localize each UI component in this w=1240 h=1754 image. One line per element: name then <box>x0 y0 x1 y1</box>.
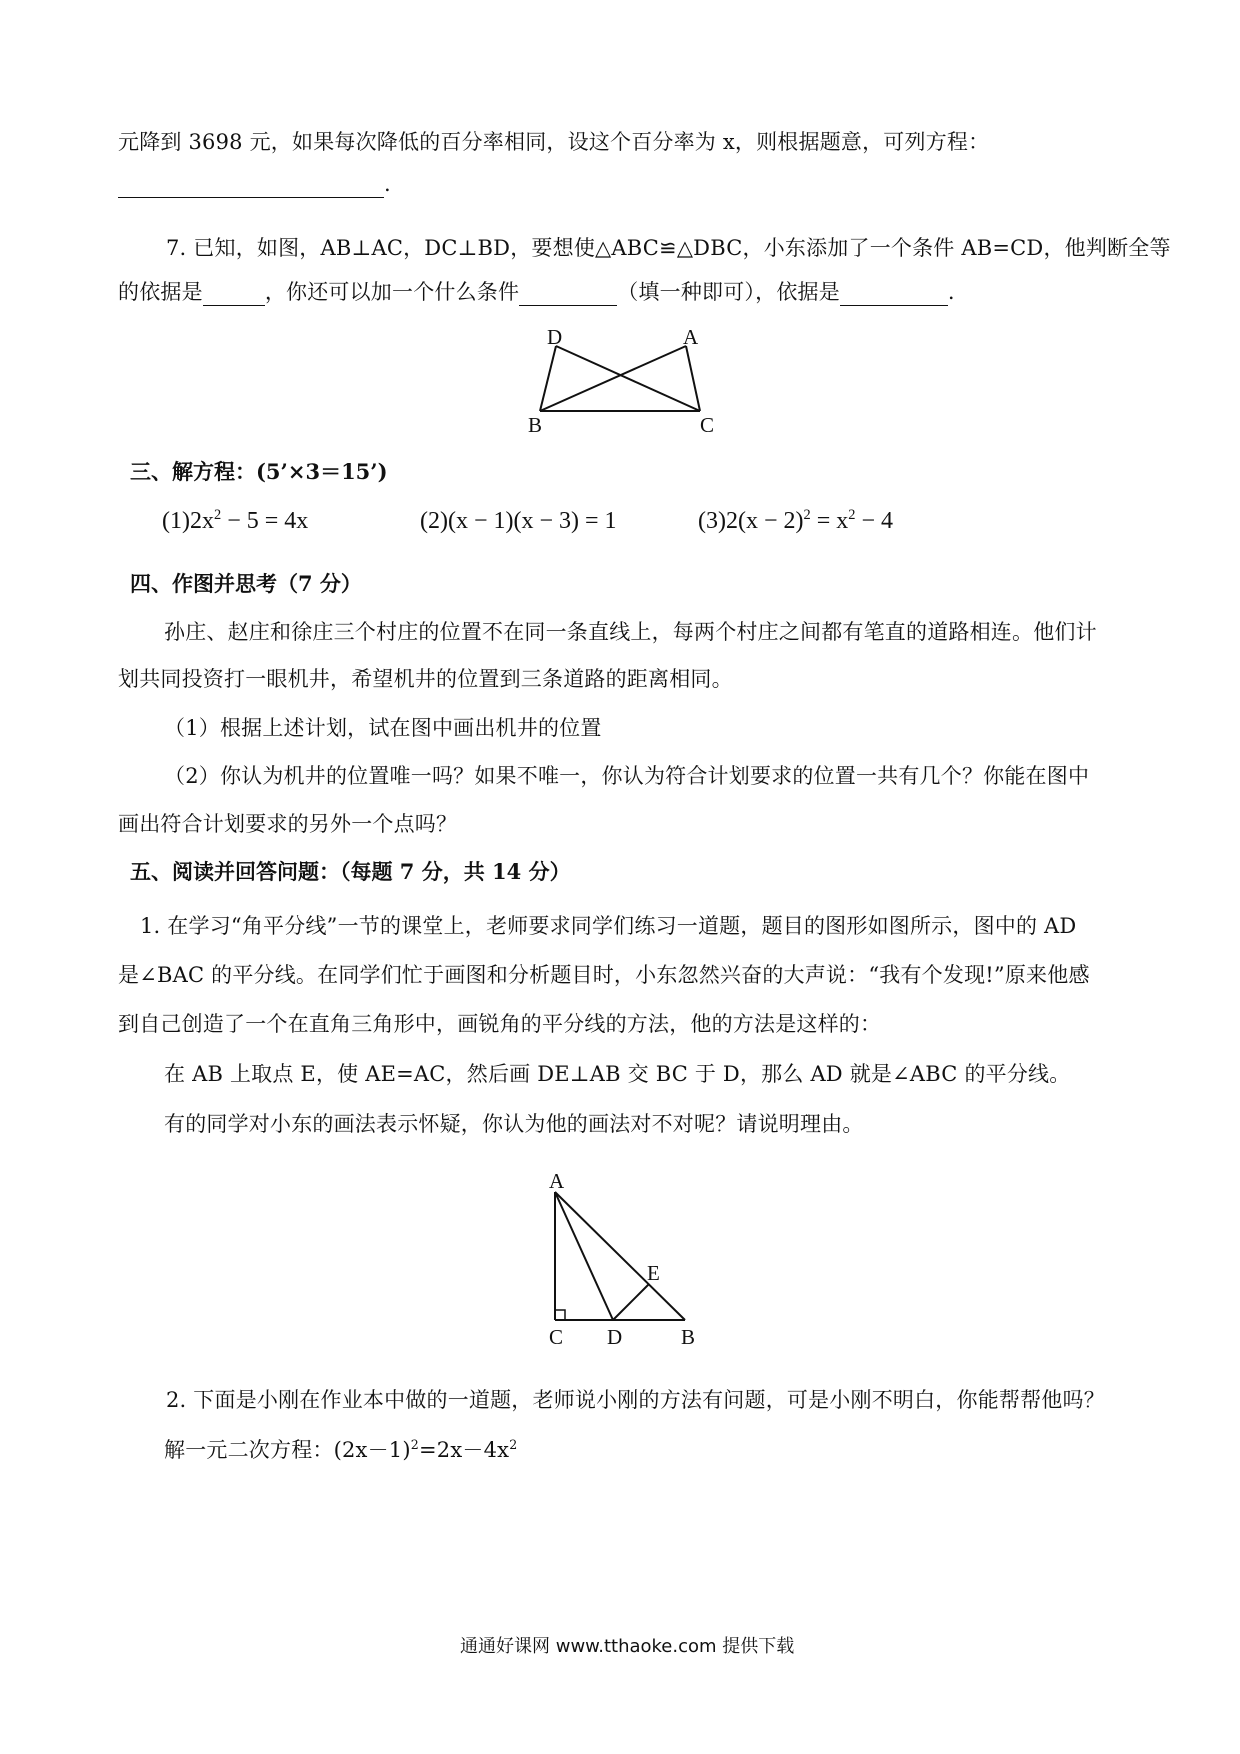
s5q2-line1: 2. 下面是小刚在作业本中做的一道题，老师说小刚的方法有问题，可是小刚不明白，你能帮帮他吗？ <box>166 1388 1105 1412</box>
q6-answer-line <box>118 170 391 198</box>
section4-item1: （1）根据上述计划，试在图中画出机井的位置 <box>164 716 602 740</box>
s5q1-line4: 在 AB 上取点 E，使 AE=AC，然后画 DE⊥AB 交 BC 于 D，那么 AD 就是∠ABC 的平分线。 <box>164 1062 1071 1086</box>
q7-line1: 7. 已知，如图，AB⊥AC，DC⊥BD，要想使△ABC≌△DBC，小东添加了一个条件 AB=CD，他判断全等 <box>166 236 1171 260</box>
eq1-sup: 2 <box>213 507 222 523</box>
label-d: D <box>547 325 563 349</box>
eq3-pre: (3)2(x − 2) <box>698 508 804 534</box>
segment-db <box>540 346 556 411</box>
s5q2-line2 <box>164 1436 517 1464</box>
q6-continuation-text <box>118 128 989 156</box>
label-d: D <box>607 1325 623 1349</box>
q6-text: 元降到 3698 元，如果每次降低的百分率相同，设这个百分率为 x，则根据题意，可列方程： <box>118 130 990 154</box>
s5q1-line3: 到自己创造了一个在直角三角形中，画锐角的平分线的方法，他的方法是这样的： <box>118 1012 882 1036</box>
label-e: E <box>647 1261 660 1285</box>
label-c: C <box>700 413 715 437</box>
segment-ad <box>555 1192 613 1320</box>
label-a: A <box>549 1170 565 1193</box>
label-a: A <box>683 325 699 349</box>
segment-ab <box>555 1192 685 1320</box>
equation-2 <box>420 508 617 535</box>
q7-part3: （填一种即可），依据是 <box>617 280 840 304</box>
eq3-post: − 4 <box>855 508 894 534</box>
eq3-mid: = x <box>810 508 849 534</box>
page-footer: 通通好课网 www.tthaoke.com 提供下载 <box>460 1636 795 1657</box>
label-c: C <box>549 1325 564 1349</box>
eq1-pre: (1)2x <box>162 508 214 534</box>
s5q2-eq-pre: 解一元二次方程：(2x－1) <box>164 1438 411 1462</box>
q7-blank-basis[interactable] <box>203 283 265 306</box>
q7-blank-condition[interactable] <box>519 283 617 306</box>
s5q1-line1: 1. 在学习“角平分线”一节的课堂上，老师要求同学们练习一道题，题目的图形如图所示，图中的 AD <box>140 914 1077 938</box>
segment-dc <box>556 346 700 411</box>
label-b: B <box>528 413 543 437</box>
right-angle-mark <box>555 1310 565 1320</box>
section5-heading: 五、阅读并回答问题：（每题 7 分，共 14 分） <box>130 859 571 884</box>
q7-figure <box>520 325 750 440</box>
s5q1-line2: 是∠BAC 的平分线。在同学们忙于画图和分析题目时，小东忽然兴奋的大声说：“我有个发现!”原来他感 <box>118 963 1090 987</box>
eq3-sup1: 2 <box>803 507 811 523</box>
label-b: B <box>681 1325 696 1349</box>
segment-ab <box>540 346 686 411</box>
section4-heading: 四、作图并思考（7 分） <box>130 571 362 596</box>
segment-ca <box>686 346 700 411</box>
s5q1-line5: 有的同学对小东的画法表示怀疑，你认为他的画法对不对呢？请说明理由。 <box>164 1112 864 1136</box>
section3-heading: 三、解方程：(5’×3＝15’) <box>130 459 388 484</box>
s5q1-figure <box>515 1170 715 1350</box>
q6-answer-blank[interactable] <box>118 175 384 198</box>
q6-end-mark: . <box>384 172 391 196</box>
section4-para2: 划共同投资打一眼机井，希望机井的位置到三条道路的距离相同。 <box>118 667 733 691</box>
q7-part2: ，你还可以加一个什么条件 <box>264 280 520 304</box>
q7-end-mark: . <box>947 280 955 304</box>
eq3-sup2: 2 <box>848 507 856 523</box>
q7-line2 <box>118 278 955 306</box>
s5q2-eq-sup2: 2 <box>509 1437 518 1452</box>
segment-de <box>613 1284 649 1320</box>
q7-blank-basis2[interactable] <box>840 283 948 306</box>
s5q2-eq-mid: =2x－4x <box>418 1438 510 1462</box>
eq2-text: (2)(x − 1)(x − 3) = 1 <box>420 508 617 534</box>
section4-item2a: （2）你认为机井的位置唯一吗？如果不唯一，你认为符合计划要求的位置一共有几个？你能在图中 <box>164 764 1090 788</box>
eq1-post: − 5 = 4x <box>221 508 309 534</box>
s5q2-eq-sup1: 2 <box>410 1437 419 1452</box>
section4-item2b: 画出符合计划要求的另外一个点吗？ <box>118 812 458 836</box>
equation-3 <box>698 508 893 535</box>
equation-1 <box>162 508 308 535</box>
section4-para1: 孙庄、赵庄和徐庄三个村庄的位置不在同一条直线上，每两个村庄之间都有笔直的道路相连。他们计 <box>164 620 1097 644</box>
q7-part1: 的依据是 <box>118 280 203 304</box>
